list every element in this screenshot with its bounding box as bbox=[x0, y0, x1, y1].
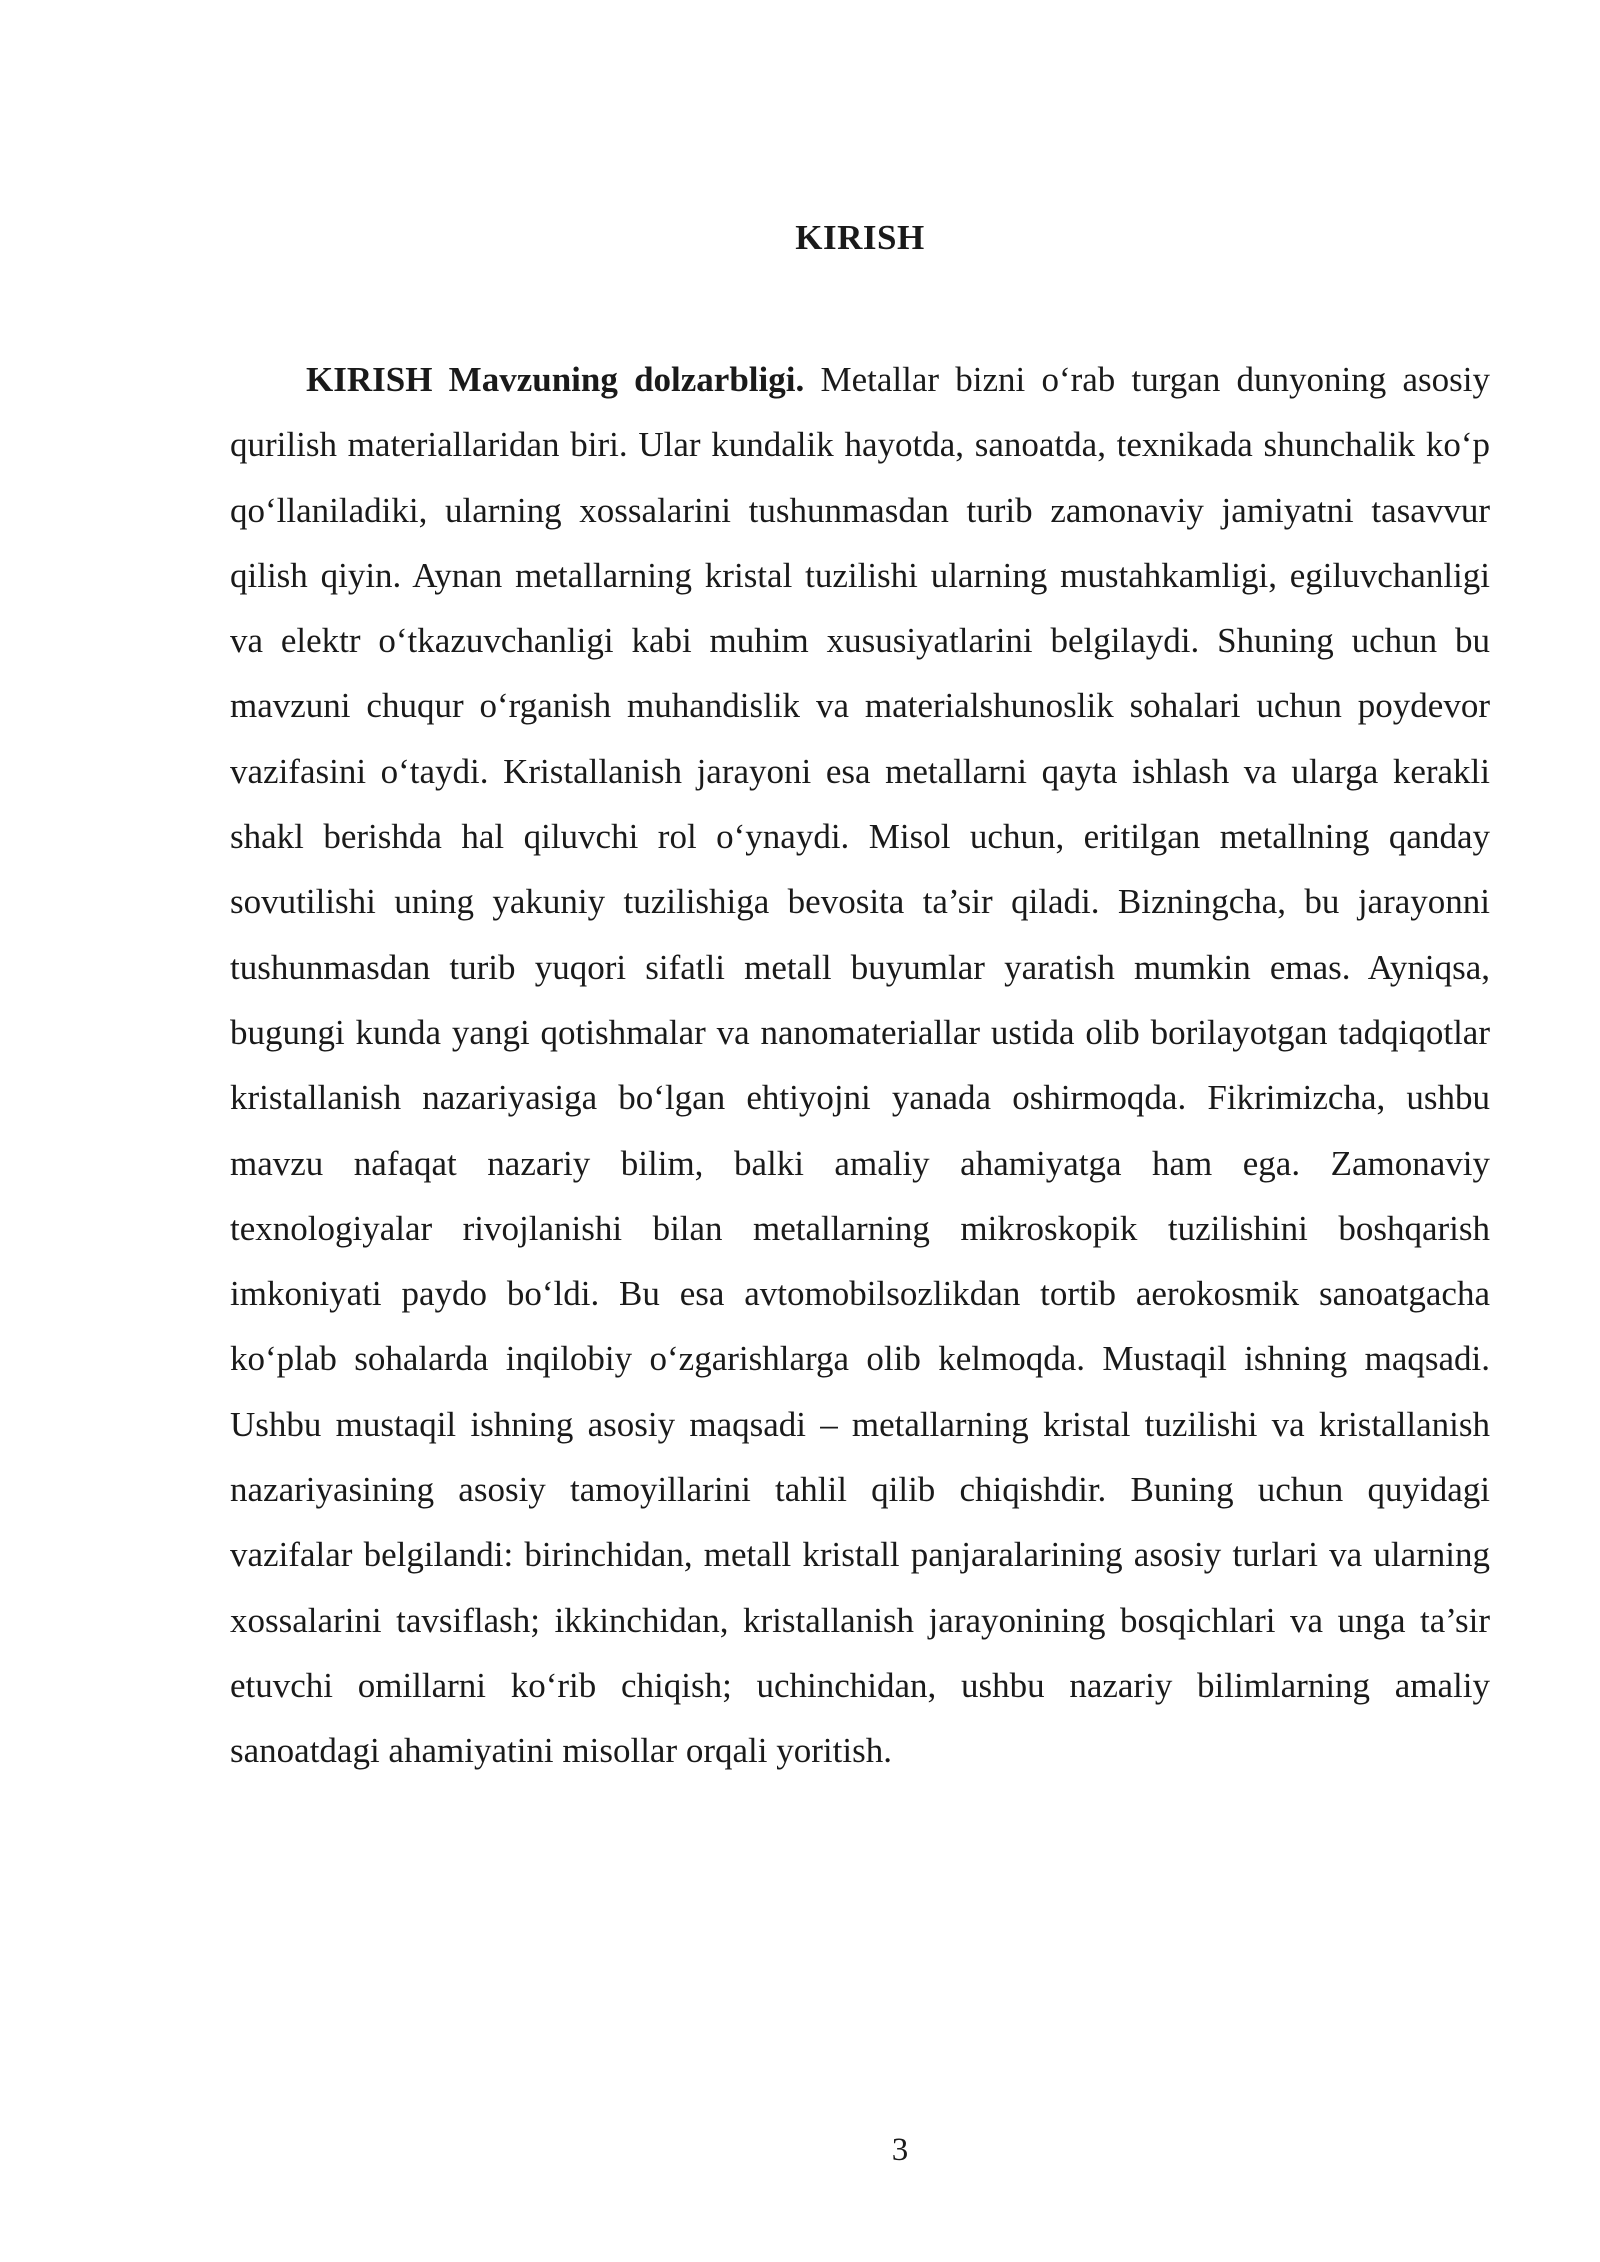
body-paragraph bbox=[230, 347, 1490, 1784]
section-heading: KIRISH bbox=[795, 218, 925, 257]
page-number: 3 bbox=[891, 2132, 909, 2168]
paragraph-lead: KIRISH Mavzuning dolzarbligi. bbox=[306, 360, 805, 399]
paragraph-text: Metallar bizni o‘rab turgan dunyoning asosiy qurilish materiallaridan biri. Ular kundalik hayotda, sanoatda, texnikada shunchalik ko‘p qo‘llaniladiki, ularning xossalarini tushunmasdan turib zamonaviy jamiyatni tasavvur qilish qiyin. Aynan metallarning kristal tuzilishi ularning mustahkamligi, egiluvchanligi va elektr o‘tkazuvchanligi kabi muhim xususiyatlarini belgilaydi. Shuning uchun bu mavzuni chuqur o‘rganish muhandislik va materialshunoslik sohalari uchun poydevor vazifasini o‘taydi. Kristallanish jarayoni esa metallarni qayta ishlash va ularga kerakli shakl berishda hal qiluvchi rol o‘ynaydi. Misol uchun, eritilgan metallning qanday sovutilishi uning yakuniy tuzilishiga bevosita ta’sir qiladi. Bizningcha, bu jarayonni tushunmasdan turib yuqori sifatli metall buyumlar yaratish mumkin emas. Ayniqsa, bugungi kunda yangi qotishmalar va nanomateriallar ustida olib borilayotgan tadqiqotlar kristallanish nazariyasiga bo‘lgan ehtiyojni yanada oshirmoqda. Fikrimizcha, ushbu mavzu nafaqat nazariy bilim, balki amaliy ahamiyatga ham ega. Zamonaviy texnologiyalar rivojlanishi bilan metallarning mikroskopik tuzilishini boshqarish imkoniyati paydo bo‘ldi. Bu esa avtomobilsozlikdan tortib aerokosmik sanoatgacha ko‘plab sohalarda inqilobiy o‘zgarishlarga olib kelmoqda. Mustaqil ishning maqsadi. Ushbu mustaqil ishning asosiy maqsadi – metallarning kristal tuzilishi va kristallanish nazariyasining asosiy tamoyillarini tahlil qilib chiqishdir. Buning uchun quyidagi vazifalar belgilandi: birinchidan, metall kristall panjaralarining asosiy turlari va ularning xossalarini tavsiflash; ikkinchidan, kristallanish jarayonining bosqichlari va unga ta’sir etuvchi omillarni ko‘rib chiqish; uchinchidan, ushbu nazariy bilimlarning amaliy sanoatdagi ahamiyatini misollar orqali yoritish. bbox=[230, 360, 1490, 1771]
